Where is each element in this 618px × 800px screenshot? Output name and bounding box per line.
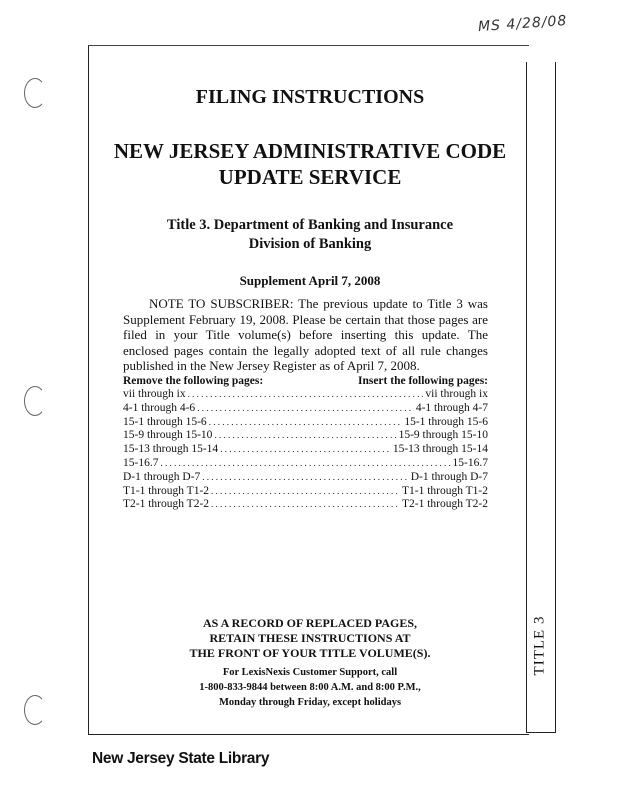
pages-row	[123, 457, 488, 471]
insert-range: D-1 through D-7	[410, 470, 488, 483]
insert-range: T1-1 through T1-2	[401, 484, 488, 497]
leader-dots	[220, 443, 391, 457]
remove-range: 15-9 through 15-10	[123, 429, 213, 442]
insert-range: vii through ix	[425, 388, 488, 400]
leader-dots	[211, 498, 400, 512]
title-heading	[100, 216, 520, 254]
code-heading-line2: UPDATE SERVICE	[218, 165, 402, 189]
pages-table	[123, 374, 488, 512]
record-line3: THE FRONT OF YOUR TITLE VOLUME(S).	[189, 646, 431, 660]
pages-row	[123, 471, 488, 485]
leader-dots	[202, 471, 408, 485]
pages-row	[123, 416, 488, 430]
leader-dots	[211, 485, 400, 499]
leader-dots	[214, 429, 396, 443]
insert-range: 15-1 through 15-6	[404, 415, 488, 428]
record-instructions	[150, 616, 470, 661]
handwritten-initials-date: MS 4/28/08	[477, 12, 568, 36]
record-line1: AS A RECORD OF REPLACED PAGES,	[202, 616, 418, 630]
remove-range: D-1 through D-7	[123, 470, 201, 483]
filing-instructions-heading: FILING INSTRUCTIONS	[195, 86, 425, 108]
support-line1: For LexisNexis Customer Support, call	[222, 667, 398, 678]
insert-range: 4-1 through 4-7	[415, 401, 488, 414]
leader-dots	[160, 457, 450, 471]
punch-hole-top	[24, 78, 46, 108]
support-line2: 1-800-833-9844 between 8:00 A.M. and 8:00 P.M.,	[199, 682, 421, 693]
support-line3: Monday through Friday, except holidays	[218, 697, 402, 708]
pages-row	[123, 498, 488, 512]
pages-table-header	[123, 374, 488, 388]
punch-hole-middle	[24, 386, 46, 416]
pages-row	[123, 402, 488, 416]
leader-dots	[197, 402, 414, 416]
customer-support	[150, 665, 470, 710]
record-line2: RETAIN THESE INSTRUCTIONS AT	[209, 631, 411, 645]
insert-header: Insert the following pages:	[357, 375, 488, 387]
punch-hole-bottom	[24, 695, 46, 725]
library-stamp: New Jersey State Library	[92, 750, 270, 767]
code-heading	[100, 138, 520, 190]
remove-header: Remove the following pages:	[123, 375, 264, 387]
pages-row	[123, 443, 488, 457]
remove-range: vii through ix	[123, 388, 186, 400]
remove-range: T1-1 through T1-2	[123, 484, 210, 497]
insert-range: 15-13 through 15-14	[392, 443, 488, 456]
title-heading-line1: Title 3. Department of Banking and Insurance	[166, 217, 454, 233]
pages-row	[123, 388, 488, 402]
leader-dots	[188, 388, 424, 402]
remove-range: 15-13 through 15-14	[123, 443, 219, 456]
insert-range: 15-9 through 15-10	[398, 429, 488, 442]
pages-row	[123, 429, 488, 443]
subscriber-note: NOTE TO SUBSCRIBER: The previous update to Title 3 was Supplement February 19, 2008. Please be certain that those pages are filed in your Title volume(s) before inserting this update. The enclosed pages contain the legally adopted text of all rule changes published in the New Jersey Register as of April 7, 2008.	[123, 296, 488, 373]
remove-range: T2-1 through T2-2	[123, 498, 210, 511]
title-heading-line2: Division of Banking	[248, 236, 372, 252]
remove-range: 4-1 through 4-6	[123, 401, 196, 414]
title-tab-label: TITLE 3	[531, 615, 548, 675]
remove-range: 15-16.7	[123, 456, 159, 469]
insert-range: 15-16.7	[452, 456, 488, 469]
leader-dots	[209, 416, 403, 430]
supplement-date: Supplement April 7, 2008	[239, 273, 381, 288]
remove-range: 15-1 through 15-6	[123, 415, 207, 428]
code-heading-line1: NEW JERSEY ADMINISTRATIVE CODE	[113, 139, 507, 163]
insert-range: T2-1 through T2-2	[401, 498, 488, 511]
pages-row	[123, 485, 488, 499]
